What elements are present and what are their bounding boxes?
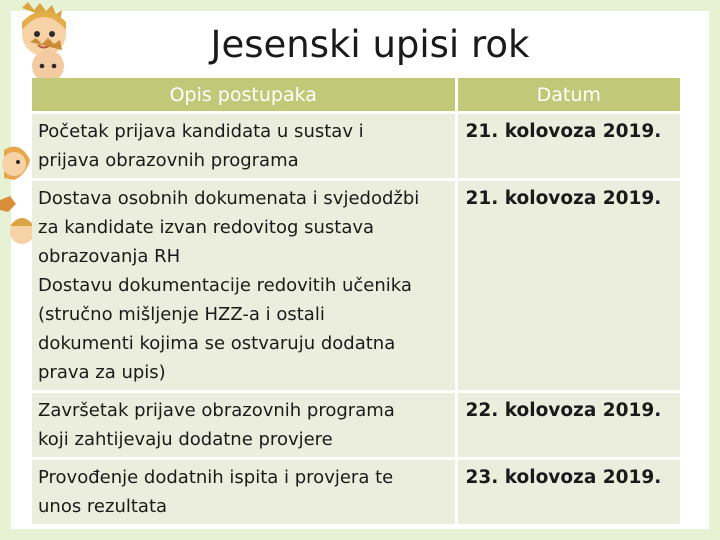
table-header-row — [32, 78, 680, 113]
date-cell: 21. kolovoza 2019. — [456, 113, 680, 180]
description-line: obrazovanja RH — [38, 246, 181, 267]
date-cell: 22. kolovoza 2019. — [456, 392, 680, 459]
description-line: prijava obrazovnih programa — [38, 150, 299, 171]
table-row — [32, 180, 680, 392]
description-cell — [32, 180, 456, 392]
child-face-side — [0, 147, 34, 244]
description-line: Dostavu dokumentacije redovitih učenika — [38, 275, 412, 296]
schedule-table — [32, 78, 680, 524]
date-cell: 23. kolovoza 2019. — [456, 459, 680, 525]
description-line: Početak prijava kandidata u sustav i — [38, 121, 364, 142]
description-line: Završetak prijave obrazovnih programa — [38, 400, 395, 421]
table-row — [32, 459, 680, 525]
description-line: za kandidate izvan redovitog sustava — [38, 217, 375, 238]
description-line: unos rezultata — [38, 496, 168, 517]
description-cell — [32, 113, 456, 180]
description-line: dokumenti kojima se ostvaruju dodatna — [38, 333, 396, 354]
description-line: prava za upis) — [38, 362, 166, 383]
table-row — [32, 113, 680, 180]
table-row — [32, 392, 680, 459]
description-line: Dostava osobnih dokumenata i svjedodžbi — [38, 188, 420, 209]
column-header-description: Opis postupaka — [32, 78, 456, 113]
description-line: koji zahtijevaju dodatne provjere — [38, 429, 333, 450]
column-header-date: Datum — [456, 78, 680, 113]
description-line: Provođenje dodatnih ispita i provjera te — [38, 467, 394, 488]
description-cell — [32, 459, 456, 525]
description-cell — [32, 392, 456, 459]
date-cell: 21. kolovoza 2019. — [456, 180, 680, 392]
description-line: (stručno mišljenje HZZ-a i ostali — [38, 304, 325, 325]
page-title: Jesenski upisi rok — [210, 23, 530, 66]
